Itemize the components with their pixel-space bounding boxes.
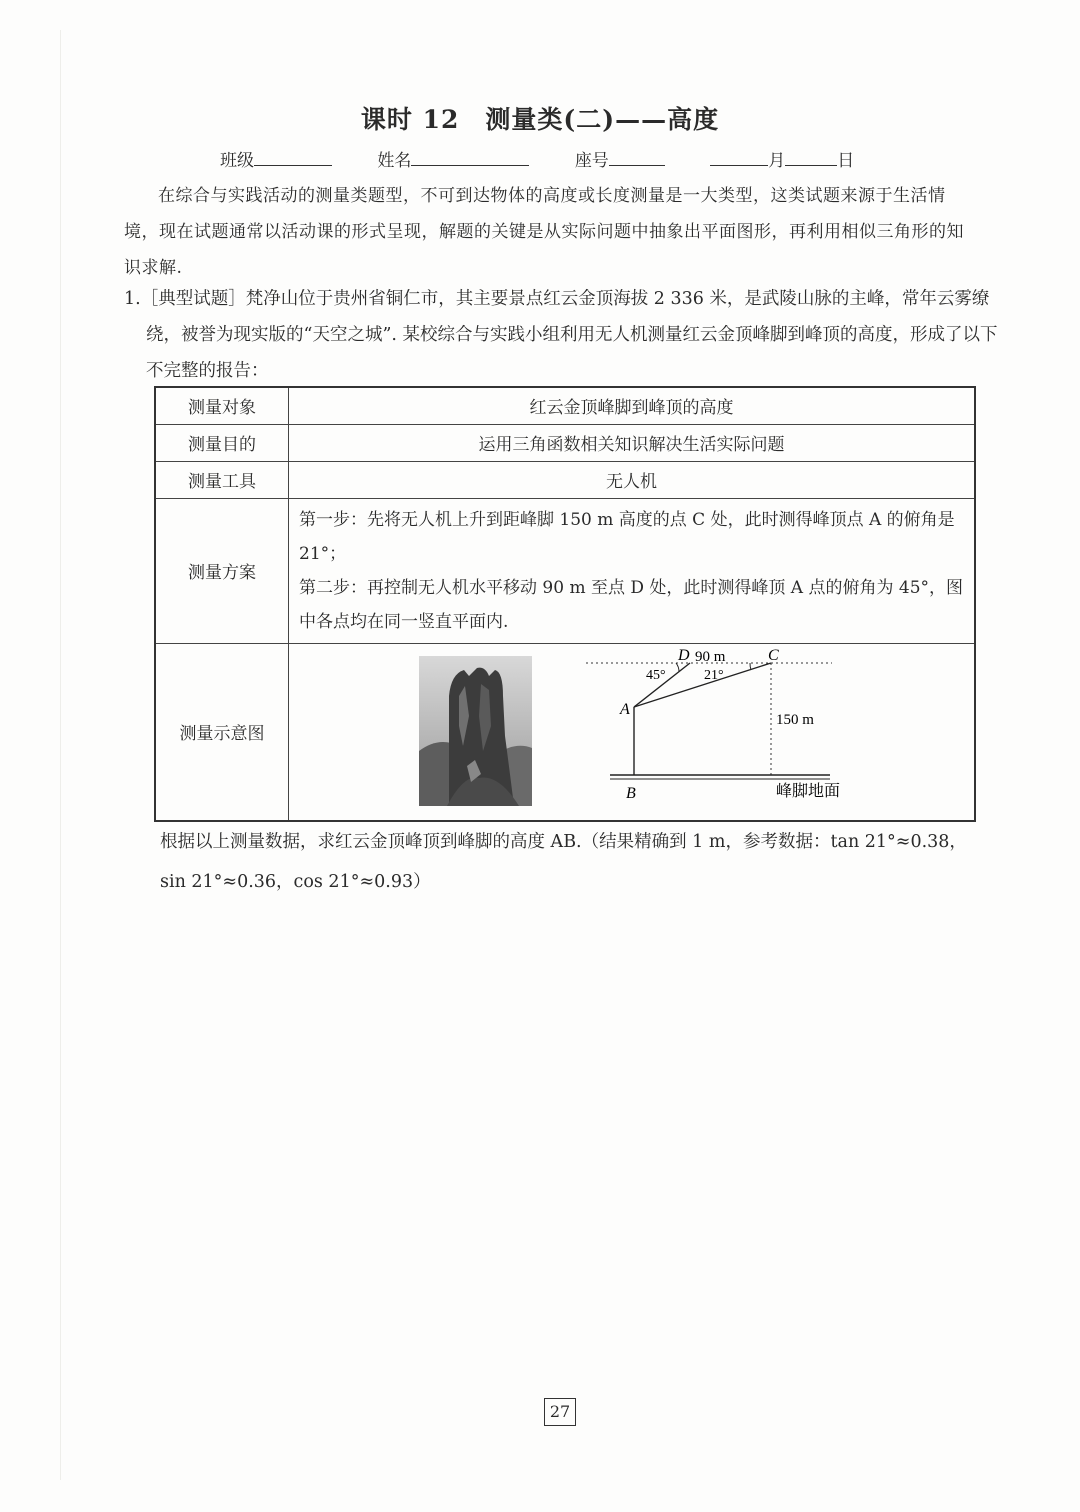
followup-question: 根据以上测量数据，求红云金顶峰顶到峰脚的高度 AB.（结果精确到 1 m，参考数据：tan 21°≈0.38，sin 21°≈0.36，cos 21°≈0.93） bbox=[160, 832, 967, 892]
label-D: D bbox=[678, 647, 690, 664]
page-title: 课时 12 测量类(二)——高度 bbox=[360, 105, 720, 134]
row-value: 运用三角函数相关知识解决生活实际问题 bbox=[289, 424, 976, 461]
angle-45-label: 45° bbox=[646, 668, 666, 683]
plan-cell bbox=[289, 498, 976, 643]
angle-arc-D bbox=[676, 663, 679, 672]
class-field bbox=[220, 146, 332, 171]
table-row bbox=[155, 387, 975, 424]
row-value: 红云金顶峰脚到峰顶的高度 bbox=[289, 387, 976, 424]
ground-label: 峰脚地面 bbox=[776, 781, 841, 800]
seat-blank[interactable] bbox=[609, 149, 665, 166]
day-blank[interactable] bbox=[785, 149, 837, 166]
diagram-label: 测量示意图 bbox=[155, 643, 289, 821]
label-B: B bbox=[626, 785, 636, 802]
name-label: 姓名 bbox=[377, 151, 412, 171]
name-blank[interactable] bbox=[411, 149, 529, 166]
mountain-photo bbox=[419, 656, 532, 806]
page-edge bbox=[60, 30, 61, 1480]
month-label: 月 bbox=[768, 151, 786, 171]
date-field bbox=[710, 146, 854, 171]
intro-paragraph: 在综合与实践活动的测量类题型，不可到达物体的高度或长度测量是一大类型，这类试题来源于生活情境，现在试题通常以活动课的形式呈现，解题的关键是从实际问题中抽象出平面图形，再利用相似三角形的知识求解. bbox=[124, 186, 964, 278]
angle-arc-C bbox=[750, 663, 751, 670]
table-row bbox=[155, 461, 975, 498]
row-label: 测量目的 bbox=[155, 424, 289, 461]
plan-label: 测量方案 bbox=[155, 498, 289, 643]
question-text: ［典型试题］梵净山位于贵州省铜仁市，其主要景点红云金顶海拔 2 336 米，是武陵山脉的主峰，常年云雾缭绕，被誉为现实版的“天空之城”. 某校综合与实践小组利用无人机测量红云金顶峰脚到峰顶的高度，形成了以下不完整的报告： bbox=[140, 289, 998, 381]
student-info-row bbox=[220, 146, 880, 171]
seat-field bbox=[575, 146, 665, 171]
class-label: 班级 bbox=[220, 151, 254, 171]
plan-row bbox=[155, 498, 975, 643]
table-row bbox=[155, 424, 975, 461]
row-label: 测量对象 bbox=[155, 387, 289, 424]
class-blank[interactable] bbox=[254, 149, 332, 166]
page-number: 27 bbox=[544, 1398, 576, 1426]
question-number: 1. bbox=[124, 289, 141, 309]
month-blank[interactable] bbox=[710, 149, 768, 166]
label-DC-distance: 90 m bbox=[695, 649, 726, 665]
seat-label: 座号 bbox=[574, 151, 609, 171]
label-A: A bbox=[620, 701, 630, 718]
measurement-diagram bbox=[580, 643, 860, 803]
day-label: 日 bbox=[837, 151, 855, 171]
plan-step-2: 第二步：再控制无人机水平移动 90 m 至点 D 处，此时测得峰顶 A 点的俯角为 45°，图中各点均在同一竖直平面内. bbox=[299, 577, 964, 632]
plan-step-1: 第一步：先将无人机上升到距峰脚 150 m 高度的点 C 处，此时测得峰顶点 A 的俯角是 21°； bbox=[299, 509, 955, 564]
name-field bbox=[377, 146, 529, 171]
row-label: 测量工具 bbox=[155, 461, 289, 498]
label-C: C bbox=[768, 647, 779, 664]
row-value: 无人机 bbox=[289, 461, 976, 498]
angle-21-label: 21° bbox=[704, 668, 724, 683]
height-label: 150 m bbox=[776, 712, 814, 728]
question-1 bbox=[124, 281, 998, 389]
